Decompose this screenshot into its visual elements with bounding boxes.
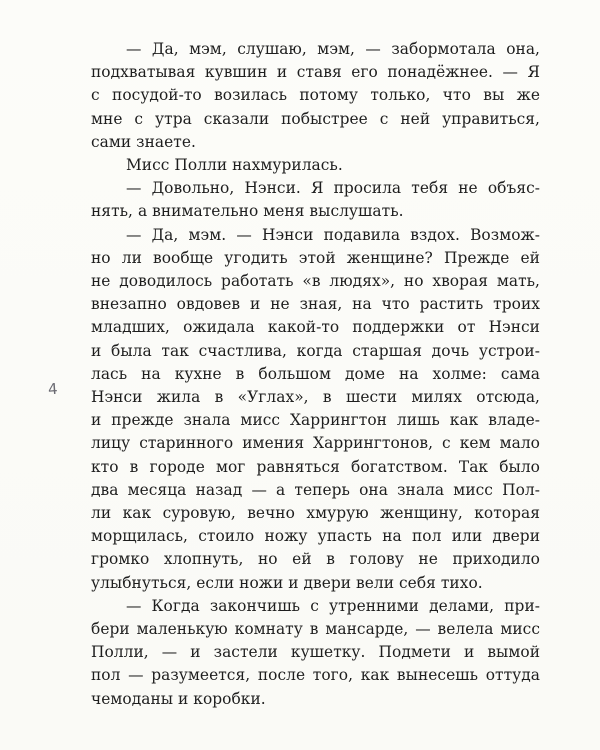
text-line: лась на кухне в большом доме на холме: сама (91, 364, 540, 383)
text-line: сами знаете. (91, 132, 196, 151)
text-line: и была так счастлива, когда старшая дочь устрои- (91, 341, 540, 360)
text-line: морщилась, стоило ножу упасть на пол или двери (91, 527, 540, 546)
text-line: пол — разумеется, после того, как вынесешь оттуда (91, 666, 540, 685)
text-line: подхватывая кувшин и ставя его понадёжнее. — Я (91, 63, 540, 82)
text-line: с посудой-то возилась потому только, что вы же (91, 86, 540, 105)
text-line: громко хлопнуть, но ей в голову не приходило (91, 550, 540, 569)
text-line: два месяца назад — а теперь она знала мисс Пол- (91, 480, 540, 499)
text-line: Нэнси жила в «Углах», в шести милях отсюда, (91, 388, 540, 406)
text-line: чемоданы и коробки. (91, 689, 266, 708)
text-line: и прежде знала мисс Харрингтон лишь как владе- (91, 411, 540, 430)
text-line: бери маленькую комнату в мансарде, — велела мисс (91, 620, 540, 638)
text-line: младших, ожидала какой-то поддержки от Нэнси (91, 318, 540, 337)
text-line: Мисс Полли нахмурилась. (126, 156, 343, 174)
text-line: но ли вообще угодить этой женщине? Прежде ей (91, 248, 540, 267)
handwritten-margin-note: 4 (47, 379, 59, 399)
text-line: Полли, — и застели кушетку. Подмети и вымой (91, 643, 540, 662)
text-line: — Довольно, Нэнси. Я просила тебя не объяс- (126, 179, 540, 198)
text-line: кто в городе мог равняться богатством. Так было (91, 457, 540, 476)
text-line: улыбнуться, если ножи и двери вели себя тихо. (91, 573, 483, 592)
text-line: мне с утра сказали побыстрее с ней управиться, (91, 109, 540, 128)
text-line: внезапно овдовев и не зная, на что растить троих (91, 295, 540, 314)
text-line: — Да, мэм. — Нэнси подавила вздох. Возмож- (126, 225, 540, 244)
text-line: — Когда закончишь с утренними делами, при- (126, 596, 540, 615)
text-line: не доводилось работать «в людях», но хворая мать, (91, 272, 540, 290)
text-line: нять, а внимательно меня выслушать. (91, 202, 404, 221)
text-line: — Да, мэм, слушаю, мэм, — забормотала она, (126, 40, 540, 58)
text-line: ли как суровую, вечно хмурую женщину, которая (91, 504, 540, 522)
text-line: лицу старинного имения Харрингтонов, с кем мало (91, 434, 540, 453)
